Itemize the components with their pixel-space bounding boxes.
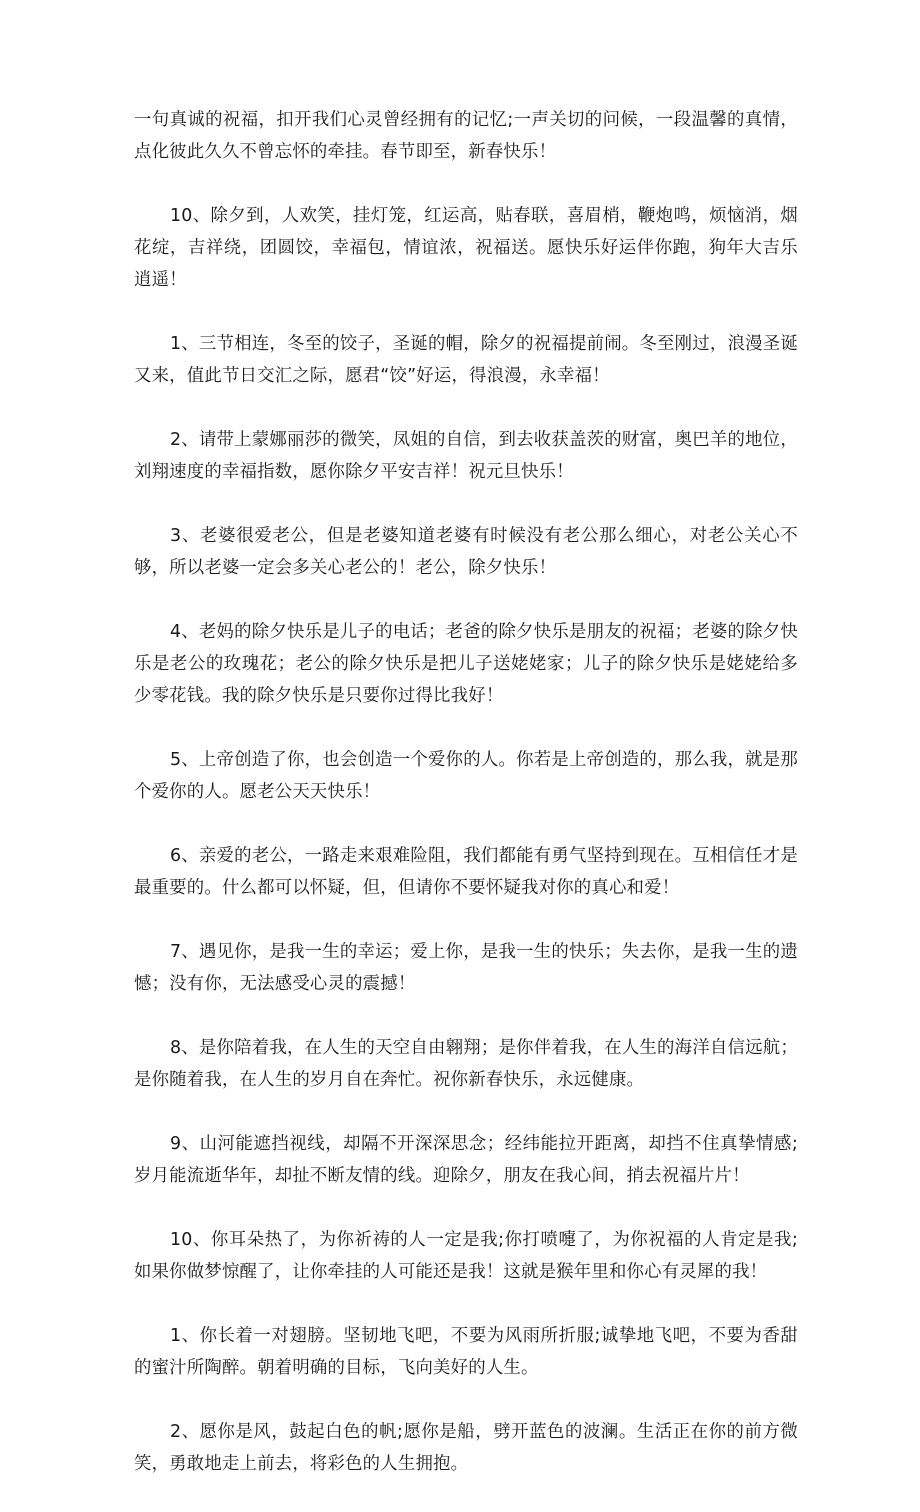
paragraph-greeting: 9、山河能遮挡视线，却隔不开深深思念；经纬能拉开距离，却挡不住真挚情感;岁月能流逝华年，却扯不断友情的线。迎除夕，朋友在我心间，捎去祝福片片！ — [134, 1134, 798, 1186]
paragraph-greeting: 2、请带上蒙娜丽莎的微笑，凤姐的自信，到去收获盖茨的财富，奥巴羊的地位，刘翔速度的幸福指数，愿你除夕平安吉祥！祝元旦快乐！ — [134, 430, 798, 482]
paragraph-greeting: 10、你耳朵热了，为你祈祷的人一定是我;你打喷嚏了，为你祝福的人肯定是我;如果你做梦惊醒了，让你牵挂的人可能还是我！这就是猴年里和你心有灵犀的我！ — [134, 1230, 798, 1282]
paragraph-greeting: 1、三节相连，冬至的饺子，圣诞的帽，除夕的祝福提前闹。冬至刚过，浪漫圣诞又来，值此节日交汇之际，愿君“饺”好运，得浪漫，永幸福！ — [134, 334, 798, 386]
paragraph-greeting: 4、老妈的除夕快乐是儿子的电话；老爸的除夕快乐是朋友的祝福；老婆的除夕快乐是老公的玫瑰花；老公的除夕快乐是把儿子送姥姥家；儿子的除夕快乐是姥姥给多少零花钱。我的除夕快乐是只要你过得比我好！ — [134, 622, 798, 706]
paragraph-greeting: 10、除夕到，人欢笑，挂灯笼，红运高，贴春联，喜眉梢，鞭炮鸣，烦恼消，烟花绽，吉祥绕，团圆饺，幸福包，情谊浓，祝福送。愿快乐好运伴你跑，狗年大吉乐逍遥！ — [134, 206, 798, 290]
paragraph-greeting: 6、亲爱的老公，一路走来艰难险阻，我们都能有勇气坚持到现在。互相信任才是最重要的。什么都可以怀疑，但，但请你不要怀疑我对你的真心和爱！ — [134, 846, 798, 898]
paragraph-greeting: 3、老婆很爱老公，但是老婆知道老婆有时候没有老公那么细心，对老公关心不够，所以老婆一定会多关心老公的！老公，除夕快乐！ — [134, 526, 798, 578]
paragraph-greeting: 1、你长着一对翅膀。坚韧地飞吧，不要为风雨所折服;诚挚地飞吧，不要为香甜的蜜汁所陶醉。朝着明确的目标，飞向美好的人生。 — [134, 1326, 798, 1378]
paragraph-greeting: 7、遇见你，是我一生的幸运；爱上你，是我一生的快乐；失去你，是我一生的遗憾；没有你，无法感受心灵的震撼！ — [134, 942, 798, 994]
paragraph-intro: 一句真诚的祝福，扣开我们心灵曾经拥有的记忆;一声关切的问候，一段温馨的真情，点化彼此久久不曾忘怀的牵挂。春节即至，新春快乐！ — [134, 110, 798, 162]
paragraph-greeting: 2、愿你是风，鼓起白色的帆;愿你是船，劈开蓝色的波澜。生活正在你的前方微笑，勇敢地走上前去，将彩色的人生拥抱。 — [134, 1422, 798, 1474]
paragraph-greeting: 5、上帝创造了你，也会创造一个爱你的人。你若是上帝创造的，那么我，就是那个爱你的人。愿老公天天快乐！ — [134, 750, 798, 802]
paragraph-greeting: 8、是你陪着我，在人生的天空自由翱翔；是你伴着我，在人生的海洋自信远航；是你随着我，在人生的岁月自在奔忙。祝你新春快乐，永远健康。 — [134, 1038, 798, 1090]
